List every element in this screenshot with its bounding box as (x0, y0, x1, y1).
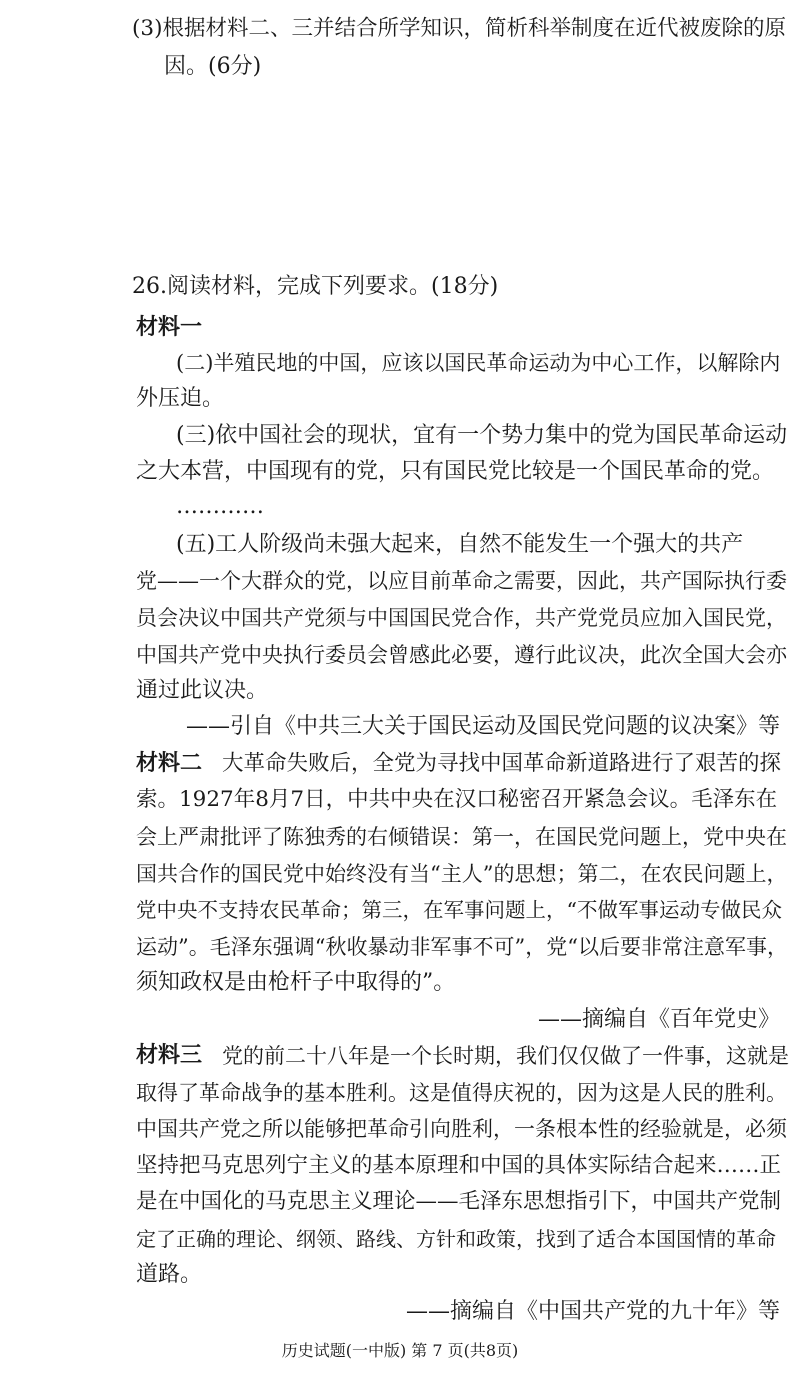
m3-line2: 取得了革命战争的基本胜利。这是值得庆祝的，因为这是人民的胜利。 (136, 1081, 787, 1105)
m1-p5-line5: 通过此议决。 (136, 678, 269, 703)
m3-line4: 坚持把马克思列宁主义的基本原理和中国的具体实际结合起来……正 (136, 1153, 782, 1178)
m3-line5: 是在中国化的马克思主义理论——毛泽东思想指引下，中国共产党制 (136, 1189, 782, 1214)
m1-p5-line3: 员会决议中国共产党须与中国国民党合作，共产党党员应加入国民党， (136, 606, 787, 630)
m3-line7: 道路。 (136, 1262, 203, 1287)
material1-label: 材料一 (136, 315, 203, 340)
m1-p3-line2: 之大本营，中国现有的党，只有国民党比较是一个国民革命的党。 (136, 459, 775, 484)
m2-line3: 会上严肃批评了陈独秀的右倾错误：第一，在国民党问题上，党中央在 (136, 825, 787, 849)
m1-ellipsis: ………… (176, 494, 264, 519)
m3-line1: 党的前二十八年是一个长时期，我们仅仅做了一件事，这就是 (222, 1044, 789, 1068)
m1-p5-line1: (五)工人阶级尚未强大起来，自然不能发生一个强大的共产 (176, 532, 744, 557)
m2-source: ——摘编自《百年党史》 (537, 1007, 780, 1032)
m2-line1: 大革命失败后，全党为寻找中国革命新道路进行了艰苦的探 (222, 751, 782, 776)
q25-3-line1: (3)根据材料二、三并结合所学知识，简析科举制度在近代被废除的原 (132, 16, 786, 41)
m1-p5-line2: 党——一个大群众的党，以应目前革命之需要，因此，共产国际执行委 (136, 569, 787, 593)
m2-line2: 索。1927年8月7日，中共中央在汉口秘密召开紧急会议。毛泽东在 (136, 787, 778, 812)
m3-line3: 中国共产党之所以能够把革命引向胜利，一条根本性的经验就是，必须 (136, 1117, 787, 1141)
m3-line6: 定了正确的理论、纲领、路线、方针和政策，找到了适合本国国情的革命 (136, 1227, 776, 1251)
q25-3-line2: 因。(6分) (164, 54, 262, 79)
m1-p2-line2: 外压迫。 (136, 386, 225, 411)
q26-header: 26.阅读材料，完成下列要求。(18分) (132, 274, 499, 299)
m2-line5: 党中央不支持农民革命；第三，在军事问题上，“不做军事运动专做民众 (136, 898, 782, 922)
m2-line6: 运动”。毛泽东强调“秋收暴动非军事不可”，党“以后要非常注意军事， (136, 935, 788, 959)
material2-label: 材料二 (136, 751, 203, 776)
m1-p3-line1: (三)依中国社会的现状，宜有一个势力集中的党为国民革命运动 (176, 423, 788, 448)
m1-source: ——引自《中共三大关于国民运动及国民党问题的议决案》等 (185, 714, 780, 739)
m2-line4: 国共合作的国民党中始终没有当“主人”的思想；第二，在农民问题上， (136, 862, 788, 886)
m1-p2-line1: (二)半殖民地的中国，应该以国民革命运动为中心工作，以解除内 (176, 351, 781, 375)
m2-line7: 须知政权是由枪杆子中取得的”。 (136, 970, 456, 995)
page-footer: 历史试题(一中版) 第 7 页(共8页) (281, 1341, 519, 1360)
material3-label: 材料三 (136, 1043, 203, 1068)
m3-source: ——摘编自《中国共产党的九十年》等 (405, 1299, 780, 1324)
m1-p5-line4: 中国共产党中央执行委员会曾感此必要，遵行此议决，此次全国大会亦 (136, 643, 787, 667)
